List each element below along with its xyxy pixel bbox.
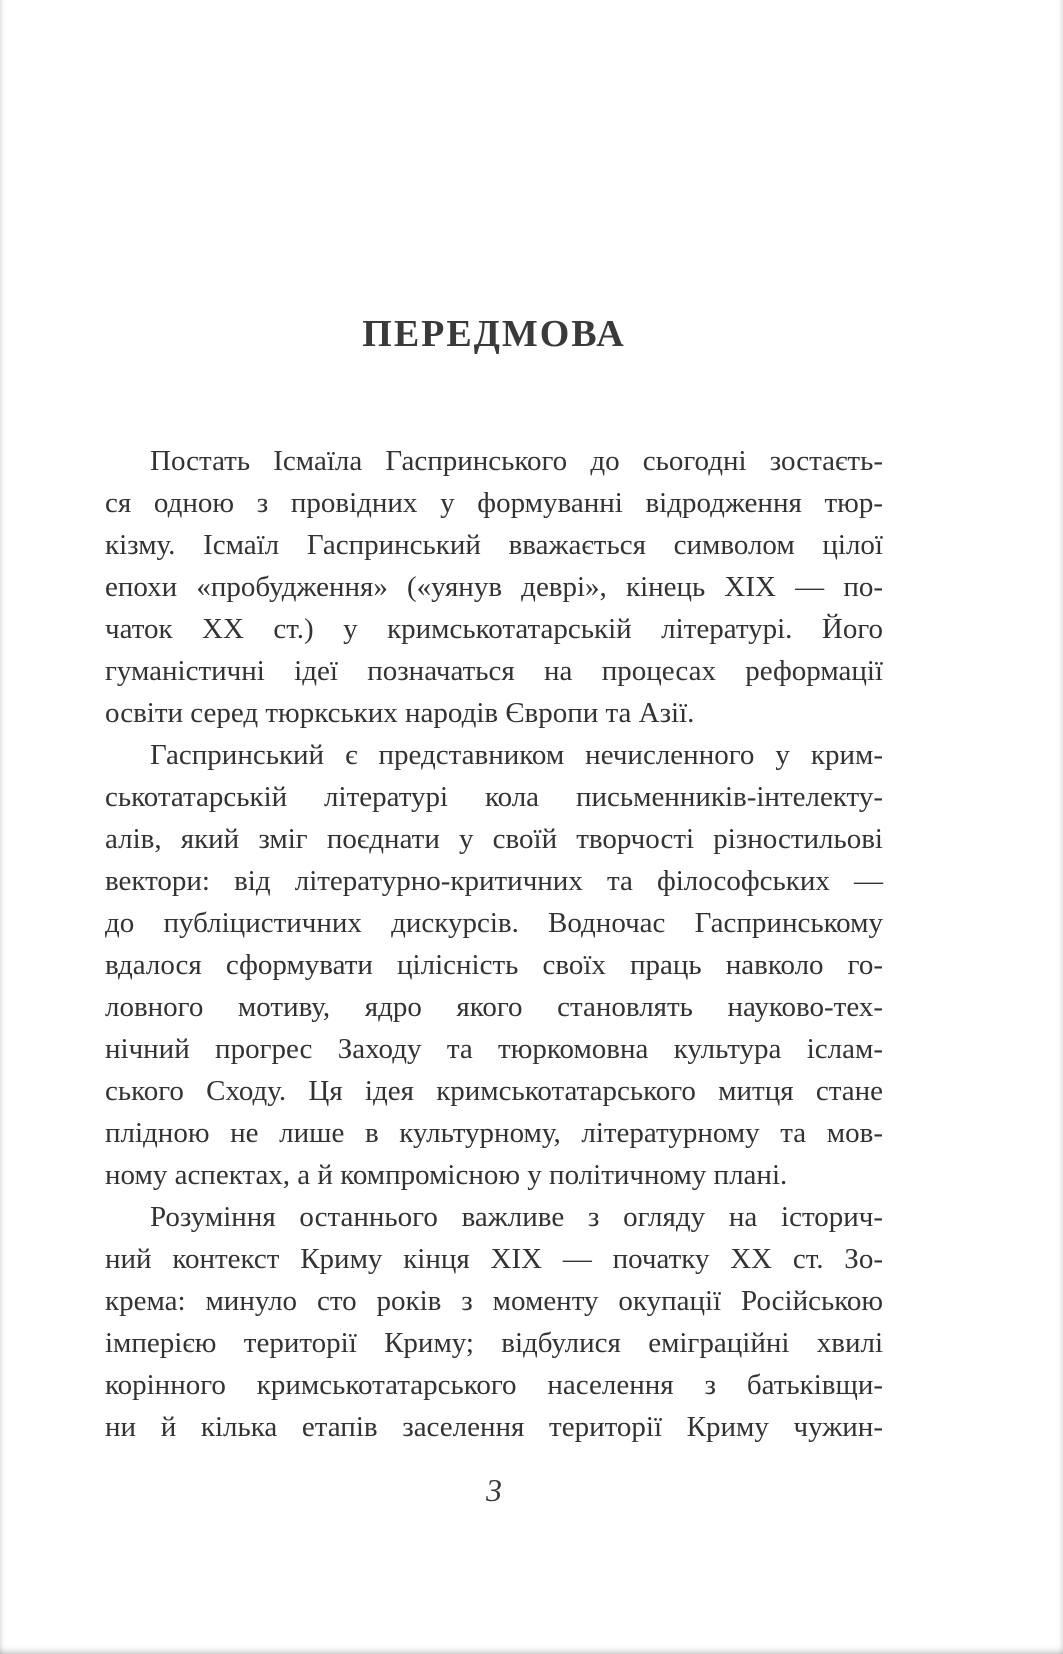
paragraph	[105, 440, 883, 734]
text-line: ського Сходу. Ця ідея кримськотатарського митця стане	[105, 1075, 883, 1107]
body-text	[105, 440, 883, 1448]
text-line: чаток XX ст.) у кримськотатарській літературі. Його	[105, 613, 883, 645]
page-title: ПЕРЕДМОВА	[362, 313, 626, 355]
text-line: Гаспринський є представником нечисленного у крим-	[150, 739, 883, 771]
text-line: Розуміння останнього важливе з огляду на історич-	[150, 1201, 883, 1233]
text-line: ному аспектах, а й компромісною у політичному плані.	[105, 1159, 788, 1191]
text-line: ськотатарській літературі кола письменників-інтелекту-	[105, 781, 883, 813]
page-number: 3	[486, 1472, 502, 1508]
text-line: плідною не лише в культурному, літературному та мов-	[105, 1117, 883, 1149]
text-line: вектори: від літературно-критичних та філософських —	[105, 865, 883, 897]
text-line: освіти серед тюркських народів Європи та Азії.	[105, 697, 695, 729]
text-line: ни й кілька етапів заселення території Криму чужин-	[105, 1411, 883, 1443]
text-line: нічний прогрес Заходу та тюркомовна культура іслам-	[105, 1033, 883, 1065]
text-line: кізму. Ісмаїл Гаспринський вважається символом цілої	[105, 529, 883, 561]
text-line: ний контекст Криму кінця XIX — початку XX ст. Зо-	[105, 1243, 883, 1275]
text-line: ся одною з провідних у формуванні відродження тюр-	[105, 487, 883, 519]
text-line: корінного кримськотатарського населення з батьківщи-	[105, 1369, 883, 1401]
text-line: вдалося сформувати цілісність своїх праць навколо го-	[105, 949, 883, 981]
text-line: епохи «пробудження» («уянув деврі», кінець XIX — по-	[105, 571, 883, 603]
text-line: гуманістичні ідеї позначаться на процесах реформації	[105, 655, 883, 687]
text-line: до публіцистичних дискурсів. Водночас Гаспринському	[105, 907, 883, 939]
text-line: алів, який зміг поєднати у своїй творчості різностильові	[105, 823, 883, 855]
paragraph	[105, 1196, 883, 1448]
paragraph	[105, 734, 883, 1196]
text-line: крема: минуло сто років з моменту окупації Російською	[105, 1285, 883, 1317]
text-line: ловного мотиву, ядро якого становлять науково-тех-	[105, 991, 883, 1023]
text-line: імперією території Криму; відбулися еміграційні хвилі	[105, 1327, 883, 1359]
text-line: Постать Ісмаїла Гаспринського до сьогодні зостаєть-	[150, 445, 883, 477]
